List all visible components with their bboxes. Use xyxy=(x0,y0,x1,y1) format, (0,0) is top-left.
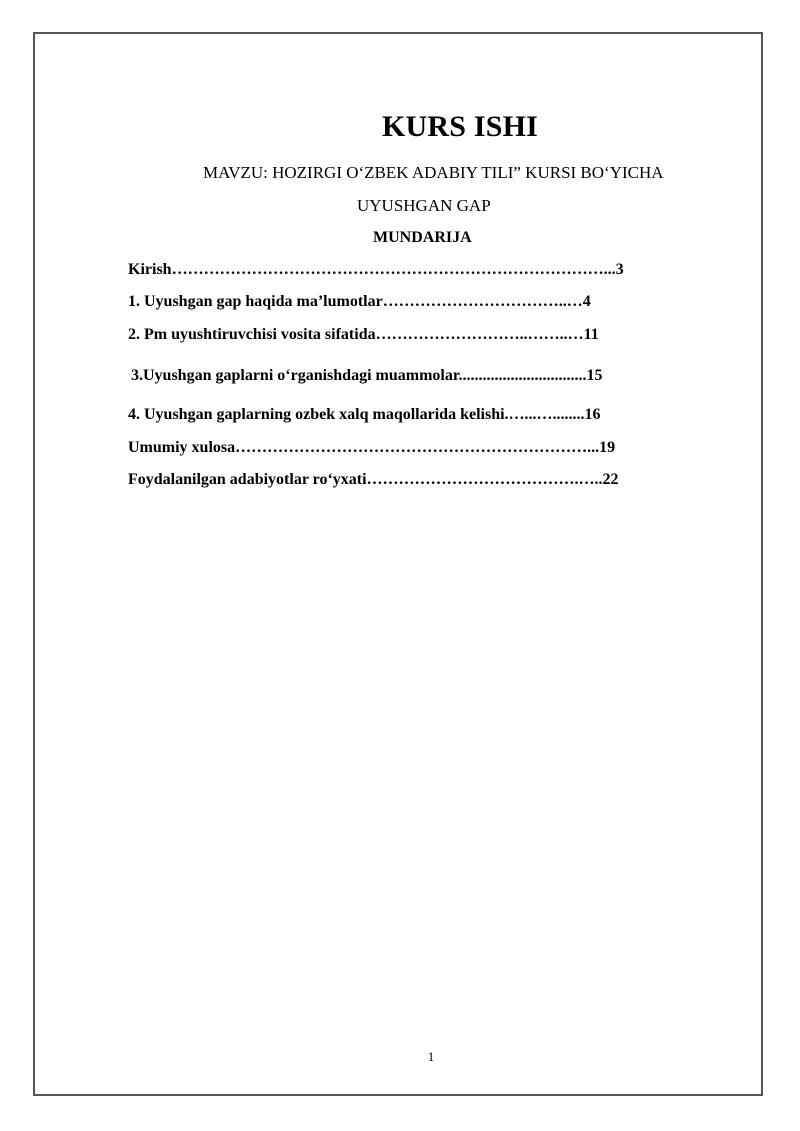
page-number: 1 xyxy=(427,1049,435,1064)
toc-heading: MUNDARIJA xyxy=(373,229,472,246)
toc-entry-4: 4. Uyushgan gaplarning ozbek xalq maqollarida kelishi.…...…........16 xyxy=(128,406,601,423)
toc-entry-2: 2. Pm uyushtiruvchisi vosita sifatida………………………..……..…11 xyxy=(128,326,599,343)
toc-entry-1: 1. Uyushgan gap haqida ma’lumotlar……………………………..…4 xyxy=(128,293,591,310)
toc-entry-conclusion: Umumiy xulosa…………………………………………………………...19 xyxy=(128,439,616,456)
toc-entry-references: Foydalanilgan adabiyotlar ro‘yxati………………………………….…..22 xyxy=(128,471,619,488)
subject-topic: UYUSHGAN GAP xyxy=(357,196,491,215)
document-title: KURS ISHI xyxy=(381,110,539,143)
subject-line: MAVZU: HOZIRGI O‘ZBEK ADABIY TILI” KURSI BO‘YICHA xyxy=(203,163,664,182)
page-border xyxy=(33,32,763,1096)
toc-entry-3: 3.Uyushgan gaplarni o‘rganishdagi muammolar................................15 xyxy=(131,367,603,384)
toc-entry-intro: Kirish………………………………………………………………………...3 xyxy=(128,261,624,278)
